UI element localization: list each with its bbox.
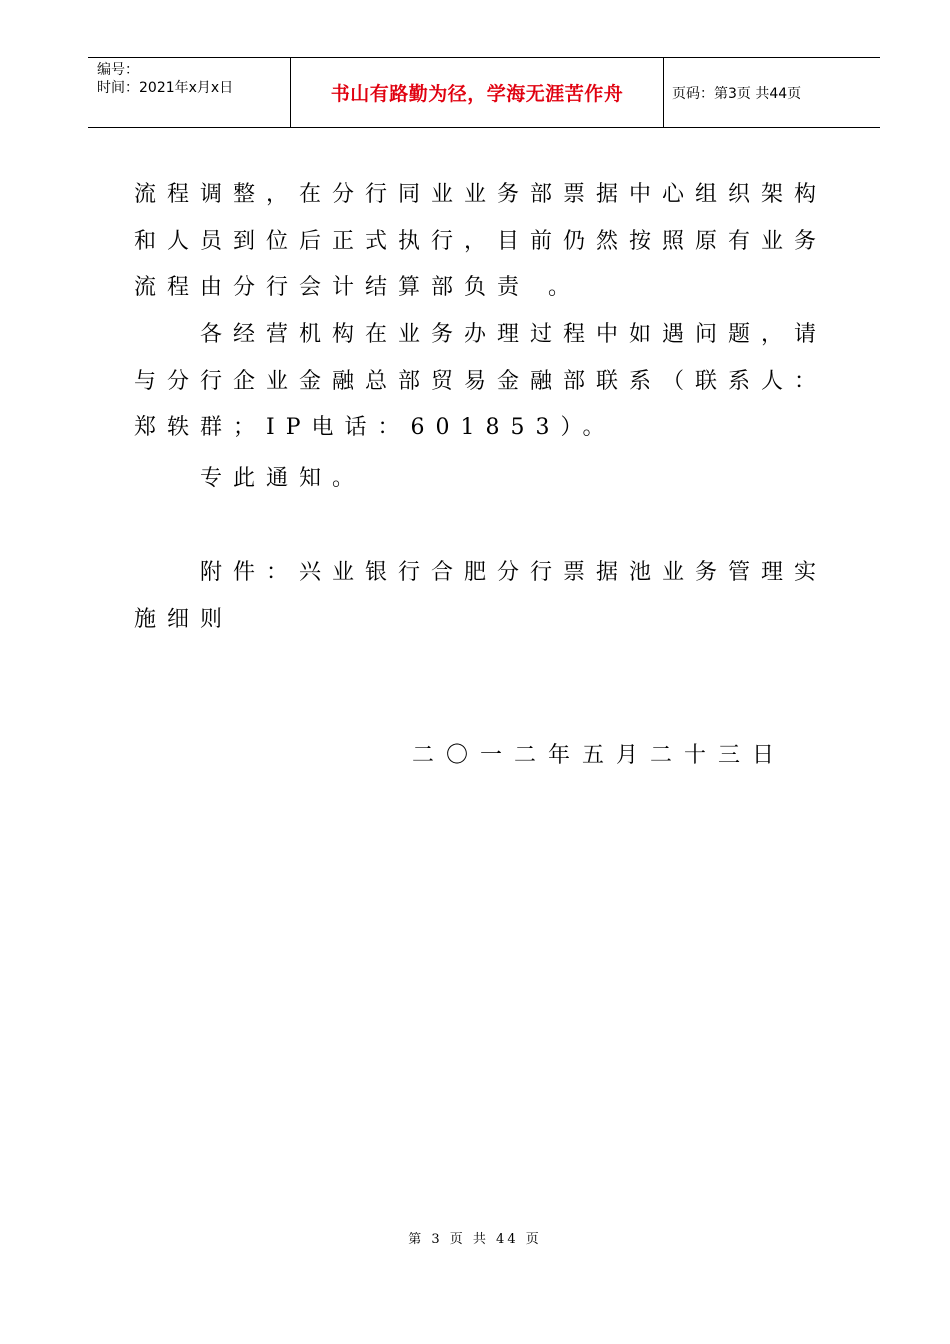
document-header [88,57,880,128]
header-divider [663,58,664,127]
body-paragraph: 流程调整，在分行同业业务部票据中心组织架构和人员到位后正式执行，目前仍然按照原有业务流程由分行会计结算部负责 。 [134,182,828,300]
page-footer: 第 3 页 共 44 页 [408,1232,542,1247]
body-paragraph: 各经营机构在业务办理过程中如遇问题，请与分行企业金融总部贸易金融部联系（联系人：郑轶群；IP电话：601853）。 [134,322,828,440]
time-label: 时间：2021年x月x日 [97,80,234,96]
serial-number-label: 编号： [97,62,139,78]
attachment-note: 附件：兴业银行合肥分行票据池业务管理实施细则 [134,560,828,632]
header-page-info: 页码：第3页 共44页 [672,85,802,102]
document-date: 二〇一二年五月二十三日 [412,743,787,768]
header-meta [97,61,233,97]
body-paragraph: 专此通知。 [200,466,366,491]
header-motto: 书山有路勤为径，学海无涯苦作舟 [330,83,624,105]
